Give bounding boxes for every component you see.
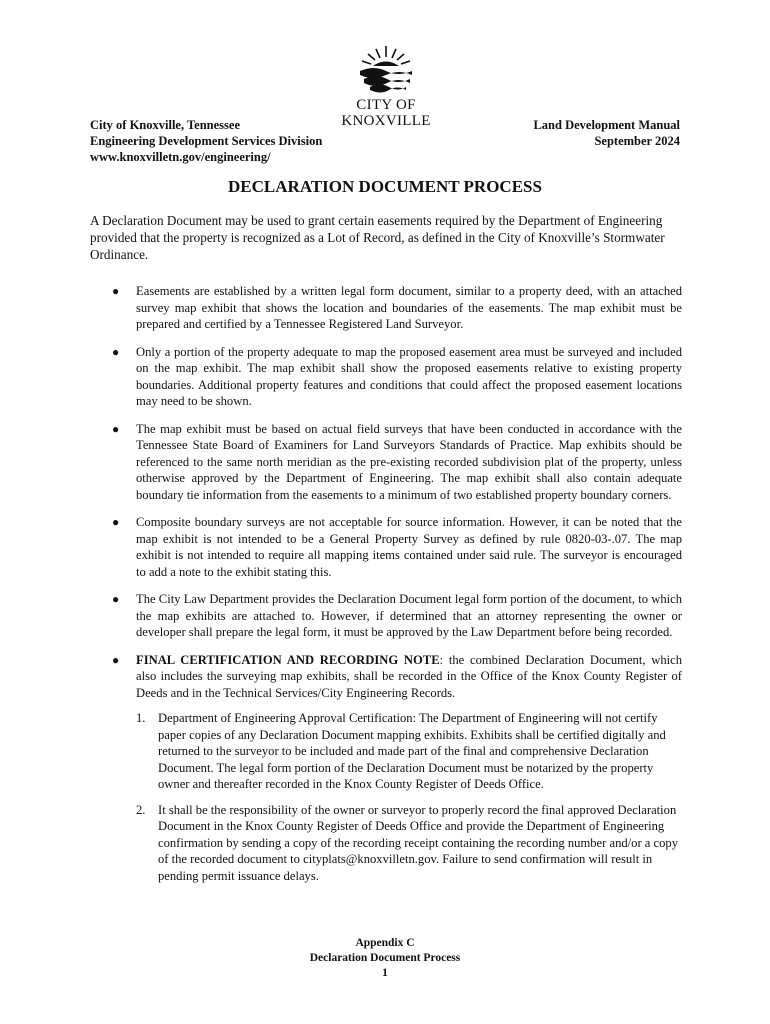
bullet-text: Easements are established by a written legal form document, similar to a property deed, with an attached survey map exhibit that shows the location and boundaries of the easements. The map exhibit must be prepared and certified by a Tennessee Registered Land Surveyor. [136,284,682,331]
footer-section: Declaration Document Process [309,952,461,964]
item-text: Department of Engineering Approval Certification: The Department of Engineering will not certify paper copies of any Declaration Document mapping exhibits. Exhibits shall be certified digitally and returned to the surveyor to be included and made part of the final and comprehensive Declaration Document. The legal form portion of the Declaration Document must be notarized by the property owner and thereafter recorded in the Knox County Register of Deeds Office. [158,711,666,791]
list-item [90,514,682,580]
list-item [90,344,682,410]
bullet-icon: ● [112,344,120,359]
bullet-text: The map exhibit must be based on actual field surveys that have been conducted in accordance with the Tennessee State Board of Examiners for Land Surveyors Standards of Practice. Map exhibits should be referenced to the same north meridian as the pre-existing recorded subdivision plat of the property, unless otherwise approved by the Department of Engineering. The map exhibit shall also contain adequate boundary tie information from the easements to a minimum of two established property boundary corners. [136,421,682,502]
intro-paragraph: A Declaration Document may be used to grant certain easements required by the Department of Engineering provided that the property is recognized as a Lot of Record, as defined in the City of Knoxville’s Stormwater Ordinance. [90,213,665,262]
sun-waves-icon [356,44,416,96]
footer-appendix: Appendix C [355,937,415,949]
bullet-list [90,283,682,895]
page-footer [0,936,770,981]
final-note-text: : the combined Declaration Document, which also includes the surveying map exhibits, shall be recorded in the Office of the Knox County Register of Deeds and in the Technical Services/City Engineering Records. [136,652,682,700]
list-item [90,591,682,641]
bullet-icon: ● [112,515,120,529]
header-city: City of Knoxville, Tennessee [90,118,241,132]
item-number: 2. [136,802,146,817]
numbered-item [136,710,682,793]
numbered-item [136,802,682,885]
bullet-icon: ● [112,284,120,298]
header-right [533,117,680,149]
city-logo [322,44,450,129]
bullet-icon: ● [112,592,120,606]
list-item [90,421,682,504]
header-website-link[interactable]: www.knoxvilletn.gov/engineering/ [90,150,271,164]
numbered-list [136,710,682,884]
page-number: 1 [382,967,388,979]
item-text: It shall be the responsibility of the owner or surveyor to properly record the final approved Declaration Document in the Knox County Register of Deeds Office and provide the Department of Engineering confirmation by sending a copy of the recording receipt containing the recording number and/or a copy of the recorded document to cityplats@knoxvilletn.gov. Failure to send confirmation will result in pending permit issuance delays. [158,802,679,883]
page-title: DECLARATION DOCUMENT PROCESS [228,177,542,196]
final-note-heading: FINAL CERTIFICATION AND RECORDING NOTE [136,652,440,667]
header-left [90,117,322,165]
header-division: Engineering Development Services Division [90,134,323,148]
logo-wordmark: CITY OF KNOXVILLE [341,97,431,129]
list-item [90,283,682,333]
bullet-text: Only a portion of the property adequate to map the proposed easement area must be surveyed and included on the map exhibit. The map exhibit shall show the proposed easements relative to existing property boundaries. Additional property features and conditions that could affect the proposed easement locations may need to be shown. [136,344,682,408]
bullet-text: The City Law Department provides the Declaration Document legal form portion of the document, to which the map exhibits are attached to. However, if determined that an attorney representing the owner or developer shall prepare the legal form, it must be approved by the Law Department before being recorded. [136,592,682,639]
bullet-text: Composite boundary surveys are not acceptable for source information. However, it can be noted that the map exhibit is not intended to be a General Property Survey as defined by rule 0820-03-.07. The map exhibit is not intended to require all mapping items contained under said rule. The surveyor is encouraged to add a note to the exhibit stating this. [136,515,682,579]
bullet-icon: ● [112,652,120,667]
header-manual: Land Development Manual [533,118,680,132]
final-note-item [90,652,682,885]
item-number: 1. [136,711,146,725]
header-date: September 2024 [594,134,680,148]
bullet-icon: ● [112,421,120,436]
